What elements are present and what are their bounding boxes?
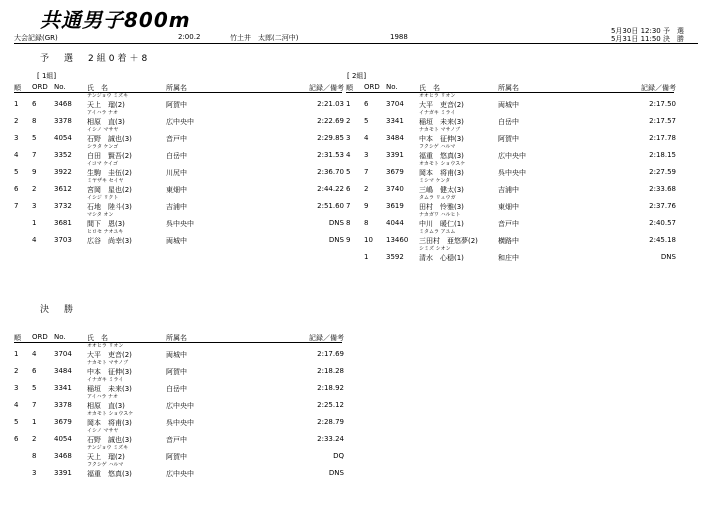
header-school: 所属名 xyxy=(166,84,187,92)
cell-school: 東畑中 xyxy=(498,203,519,211)
cell-rank: 6 xyxy=(14,185,19,193)
athlete-kana: マシタ オン xyxy=(87,212,114,218)
athlete-name: 大平 吏音(2) xyxy=(87,351,132,359)
header-no: No. xyxy=(386,83,398,91)
cell-rank: 7 xyxy=(14,202,19,210)
athlete-kana: ヒロセ ナオユキ xyxy=(87,229,124,235)
cell-school: 阿賀中 xyxy=(498,135,519,143)
cell-no: 13460 xyxy=(386,236,409,244)
cell-rank: 1 xyxy=(346,100,351,108)
cell-school: 阿賀中 xyxy=(166,453,187,461)
cell-result: 2:22.69 xyxy=(317,117,344,125)
athlete-name: 三嶋 健太(3) xyxy=(419,186,464,194)
athlete-kana: ナカモト マサノブ xyxy=(419,127,461,133)
table-row xyxy=(14,410,349,427)
cell-school: 両城中 xyxy=(166,237,187,245)
cell-rank: 3 xyxy=(14,384,19,392)
prelim-title: 予 選 2組0着＋8 xyxy=(40,54,151,64)
schedule-date: 5月30日 xyxy=(610,27,639,35)
schedule-time: 11:50 xyxy=(640,35,661,43)
athlete-name: 石野 誠也(3) xyxy=(87,436,132,444)
cell-rank: 4 xyxy=(346,151,351,159)
cell-ord: 4 xyxy=(364,134,369,142)
schedule-round: 決 勝 xyxy=(663,35,684,43)
athlete-name: 大平 吏音(2) xyxy=(419,101,464,109)
header-name: 氏 名 xyxy=(87,84,108,92)
cell-rank: 6 xyxy=(14,435,19,443)
athlete-kana: テンジョウ ミズキ xyxy=(87,445,129,451)
cell-school: 広中央中 xyxy=(166,470,194,478)
cell-no: 3352 xyxy=(54,151,72,159)
final-title: 決 勝 xyxy=(40,305,77,315)
cell-result: 2:17.50 xyxy=(649,100,676,108)
athlete-kana: イシノ マサヤ xyxy=(87,127,119,133)
cell-result: 2:37.76 xyxy=(649,202,676,210)
table-row xyxy=(14,126,349,143)
table-row xyxy=(14,143,349,160)
record-year: 1988 xyxy=(390,33,408,41)
athlete-name: 三田村 亜悠夢(2) xyxy=(419,237,478,245)
cell-result: 2:17.78 xyxy=(649,134,676,142)
table-row xyxy=(14,376,349,393)
cell-rank: 5 xyxy=(346,168,351,176)
header-result: 記録／備考 xyxy=(309,334,344,342)
cell-rank: 4 xyxy=(14,151,19,159)
cell-no: 3681 xyxy=(54,219,72,227)
table-row xyxy=(14,228,349,245)
table-row xyxy=(14,342,349,359)
header-name: 氏 名 xyxy=(87,334,108,342)
cell-school: 吉浦中 xyxy=(498,186,519,194)
cell-ord: 6 xyxy=(32,100,37,108)
athlete-kana: アイハラ ナオ xyxy=(87,394,118,400)
cell-ord: 3 xyxy=(364,151,369,159)
athlete-name: 中本 征伸(3) xyxy=(87,368,132,376)
cell-ord: 10 xyxy=(364,236,373,244)
cell-school: 広中央中 xyxy=(166,402,194,410)
cell-ord: 2 xyxy=(32,185,37,193)
cell-school: 両城中 xyxy=(498,101,519,109)
athlete-kana: ミタムラ アユム xyxy=(419,229,456,235)
header-ord: ORD xyxy=(364,83,380,91)
header-name: 氏 名 xyxy=(419,84,440,92)
cell-no: 3341 xyxy=(386,117,404,125)
cell-no: 3484 xyxy=(386,134,404,142)
athlete-name: 生駒 圭伍(2) xyxy=(87,169,132,177)
cell-ord: 7 xyxy=(32,401,37,409)
cell-result: 2:51.60 xyxy=(317,202,344,210)
cell-result: 2:18.28 xyxy=(317,367,344,375)
athlete-kana: フクシゲ ハルマ xyxy=(87,462,124,468)
athlete-name: 中川 暖仁(1) xyxy=(419,220,464,228)
table-row xyxy=(14,109,349,126)
heat2-header-row xyxy=(346,75,681,92)
athlete-name: 広谷 尚幸(3) xyxy=(87,237,132,245)
cell-school: 川尻中 xyxy=(166,169,187,177)
cell-school: 音戸中 xyxy=(498,220,519,228)
table-row xyxy=(346,245,681,262)
athlete-name: 宮岡 星也(2) xyxy=(87,186,132,194)
cell-ord: 3 xyxy=(32,202,37,210)
table-row xyxy=(346,228,681,245)
cell-no: 3619 xyxy=(386,202,404,210)
cell-no: 3703 xyxy=(54,236,72,244)
athlete-name: 岡本 将甫(3) xyxy=(87,419,132,427)
record-label: 大会記録(GR) xyxy=(14,34,58,42)
cell-rank: 1 xyxy=(14,100,19,108)
cell-ord: 6 xyxy=(364,100,369,108)
cell-result: 2:40.57 xyxy=(649,219,676,227)
cell-ord: 3 xyxy=(32,469,37,477)
cell-result: 2:27.59 xyxy=(649,168,676,176)
athlete-kana: タムラ リュウガ xyxy=(419,195,456,201)
athlete-name: 稲垣 未来(3) xyxy=(419,118,464,126)
cell-no: 3468 xyxy=(54,452,72,460)
cell-result: DNS xyxy=(328,219,344,227)
athlete-name: 間下 恩(3) xyxy=(87,220,125,228)
header-ord: ORD xyxy=(32,83,48,91)
cell-ord: 1 xyxy=(364,253,369,261)
athlete-kana: オオヒラ リオン xyxy=(87,343,124,349)
cell-school: 白岳中 xyxy=(166,152,187,160)
cell-no: 3592 xyxy=(386,253,404,261)
header-ord: ORD xyxy=(32,333,48,341)
cell-ord: 6 xyxy=(32,367,37,375)
athlete-name: 岡本 将甫(3) xyxy=(419,169,464,177)
heat1-label: [ 1組] xyxy=(37,72,57,80)
cell-no: 3704 xyxy=(54,350,72,358)
athlete-name: 稲垣 未来(3) xyxy=(87,385,132,393)
heat1-header-row xyxy=(14,75,349,92)
cell-rank: 8 xyxy=(346,219,351,227)
cell-school: 広中央中 xyxy=(166,118,194,126)
athlete-kana: シラタ ケンゴ xyxy=(87,144,119,150)
cell-no: 3612 xyxy=(54,185,72,193)
cell-ord: 8 xyxy=(364,219,369,227)
cell-result: 2:18.92 xyxy=(317,384,344,392)
cell-no: 3732 xyxy=(54,202,72,210)
cell-ord: 5 xyxy=(364,117,369,125)
header-rank: 順 xyxy=(14,84,21,92)
header-result: 記録／備考 xyxy=(309,84,344,92)
athlete-kana: シミズ シオン xyxy=(419,246,451,252)
athlete-name: 石野 誠也(3) xyxy=(87,135,132,143)
record-time: 2:00.2 xyxy=(178,33,201,41)
cell-no: 3704 xyxy=(386,100,404,108)
cell-ord: 8 xyxy=(32,452,37,460)
cell-rank: 7 xyxy=(346,202,351,210)
table-row xyxy=(14,211,349,228)
cell-ord: 9 xyxy=(364,202,369,210)
cell-rank: 3 xyxy=(14,134,19,142)
header-result: 記録／備考 xyxy=(641,84,676,92)
cell-ord: 7 xyxy=(32,151,37,159)
header-school: 所属名 xyxy=(498,84,519,92)
athlete-name: 福重 悠真(3) xyxy=(87,470,132,478)
cell-ord: 1 xyxy=(32,219,37,227)
table-row xyxy=(346,126,681,143)
header-rank: 順 xyxy=(346,84,353,92)
cell-rank: 9 xyxy=(346,236,351,244)
cell-no: 3484 xyxy=(54,367,72,375)
cell-school: 白岳中 xyxy=(166,385,187,393)
cell-result: 2:45.18 xyxy=(649,236,676,244)
cell-school: 阿賀中 xyxy=(166,368,187,376)
cell-rank: 3 xyxy=(346,134,351,142)
table-row xyxy=(14,194,349,211)
cell-school: 白岳中 xyxy=(498,118,519,126)
schedule-time: 12:30 xyxy=(640,27,661,35)
athlete-kana: ミヤザキ セイヤ xyxy=(87,178,124,184)
cell-no: 3391 xyxy=(386,151,404,159)
table-row xyxy=(14,160,349,177)
table-row xyxy=(14,427,349,444)
cell-result: 2:25.12 xyxy=(317,401,344,409)
cell-no: 3378 xyxy=(54,117,72,125)
athlete-name: 福重 悠真(3) xyxy=(419,152,464,160)
athlete-name: 天上 瑠(2) xyxy=(87,453,125,461)
cell-ord: 2 xyxy=(32,435,37,443)
cell-rank: 2 xyxy=(14,367,19,375)
cell-ord: 5 xyxy=(32,384,37,392)
cell-result: 2:31.53 xyxy=(317,151,344,159)
cell-ord: 4 xyxy=(32,236,37,244)
cell-school: 吉浦中 xyxy=(166,203,187,211)
cell-result: DQ xyxy=(333,452,344,460)
athlete-name: 中本 征伸(3) xyxy=(419,135,464,143)
cell-ord: 7 xyxy=(364,168,369,176)
athlete-kana: オカモト ショウスケ xyxy=(419,161,466,167)
cell-ord: 8 xyxy=(32,117,37,125)
cell-rank: 5 xyxy=(14,168,19,176)
cell-no: 3679 xyxy=(386,168,404,176)
cell-result: 2:17.69 xyxy=(317,350,344,358)
cell-school: 和庄中 xyxy=(498,254,519,262)
athlete-kana: イコマ ケイゴ xyxy=(87,161,118,167)
cell-school: 東畑中 xyxy=(166,186,187,194)
athlete-kana: イナガキ ミライ xyxy=(419,110,456,116)
page-title: 共通男子800m xyxy=(40,8,191,32)
cell-result: 2:21.03 xyxy=(317,100,344,108)
cell-school: 阿賀中 xyxy=(166,101,187,109)
cell-school: 両城中 xyxy=(166,351,187,359)
athlete-kana: オカモト ショウスケ xyxy=(87,411,134,417)
athlete-kana: オオヒラ リオン xyxy=(419,93,456,99)
table-row xyxy=(346,194,681,211)
cell-no: 4054 xyxy=(54,134,72,142)
athlete-name: 相原 直(3) xyxy=(87,118,125,126)
cell-no: 4054 xyxy=(54,435,72,443)
cell-rank: 5 xyxy=(14,418,19,426)
header-rank: 順 xyxy=(14,334,21,342)
record-holder: 竹土井 太郎(二河中) xyxy=(230,34,299,42)
table-row xyxy=(14,461,349,478)
cell-no: 3378 xyxy=(54,401,72,409)
athlete-name: 白田 賢吾(2) xyxy=(87,152,132,160)
athlete-name: 田村 怜雅(3) xyxy=(419,203,464,211)
cell-school: 呉中央中 xyxy=(498,169,526,177)
table-row xyxy=(14,444,349,461)
cell-rank: 4 xyxy=(14,401,19,409)
cell-no: 3468 xyxy=(54,100,72,108)
athlete-kana: イシジ リクト xyxy=(87,195,119,201)
cell-no: 3391 xyxy=(54,469,72,477)
athlete-kana: テンジョウ ミズキ xyxy=(87,93,129,99)
table-row xyxy=(346,92,681,109)
athlete-name: 相原 直(3) xyxy=(87,402,125,410)
cell-no: 3341 xyxy=(54,384,72,392)
athlete-name: 石地 陸斗(3) xyxy=(87,203,132,211)
athlete-kana: ナカガワ ハルヒト xyxy=(419,212,461,218)
table-row xyxy=(346,160,681,177)
cell-ord: 4 xyxy=(32,350,37,358)
table-row xyxy=(346,143,681,160)
cell-rank: 2 xyxy=(346,117,351,125)
cell-result: 2:29.85 xyxy=(317,134,344,142)
table-row xyxy=(346,177,681,194)
cell-rank: 6 xyxy=(346,185,351,193)
header-rule xyxy=(14,43,698,44)
cell-result: DNS xyxy=(328,236,344,244)
athlete-kana: ナカモト マサノブ xyxy=(87,360,129,366)
athlete-kana: イシノ マサヤ xyxy=(87,428,119,434)
cell-no: 3740 xyxy=(386,185,404,193)
header-school: 所属名 xyxy=(166,334,187,342)
athlete-kana: アイハラ ナオ xyxy=(87,110,118,116)
cell-school: 横路中 xyxy=(498,237,519,245)
cell-no: 4044 xyxy=(386,219,404,227)
cell-no: 3679 xyxy=(54,418,72,426)
cell-school: 音戸中 xyxy=(166,135,187,143)
cell-rank: 1 xyxy=(14,350,19,358)
cell-result: 2:33.68 xyxy=(649,185,676,193)
cell-ord: 2 xyxy=(364,185,369,193)
cell-result: 2:36.70 xyxy=(317,168,344,176)
cell-result: 2:28.79 xyxy=(317,418,344,426)
cell-result: 2:44.22 xyxy=(317,185,344,193)
final-header-row xyxy=(14,325,349,342)
athlete-name: 清水 心穏(1) xyxy=(419,254,464,262)
schedule-round: 予 選 xyxy=(663,27,684,35)
table-row xyxy=(14,359,349,376)
table-row xyxy=(346,211,681,228)
athlete-name: 天上 瑠(2) xyxy=(87,101,125,109)
cell-school: 広中央中 xyxy=(498,152,526,160)
athlete-kana: イナガキ ミライ xyxy=(87,377,124,383)
cell-ord: 1 xyxy=(32,418,37,426)
cell-result: 2:17.57 xyxy=(649,117,676,125)
cell-result: DNS xyxy=(660,253,676,261)
athlete-kana: ミシマ ケンタ xyxy=(419,178,451,184)
cell-school: 呉中央中 xyxy=(166,220,194,228)
cell-no: 3922 xyxy=(54,168,72,176)
cell-ord: 9 xyxy=(32,168,37,176)
table-row xyxy=(14,393,349,410)
cell-school: 呉中央中 xyxy=(166,419,194,427)
header-no: No. xyxy=(54,333,66,341)
cell-ord: 5 xyxy=(32,134,37,142)
table-row xyxy=(14,92,349,109)
cell-result: 2:33.24 xyxy=(317,435,344,443)
table-row xyxy=(346,109,681,126)
cell-result: DNS xyxy=(328,469,344,477)
cell-result: 2:18.15 xyxy=(649,151,676,159)
cell-school: 音戸中 xyxy=(166,436,187,444)
table-row xyxy=(14,177,349,194)
athlete-kana: フクシゲ ハルマ xyxy=(419,144,456,150)
cell-rank: 2 xyxy=(14,117,19,125)
heat2-label: [ 2組] xyxy=(347,72,367,80)
schedule-date: 5月31日 xyxy=(610,35,639,43)
header-no: No. xyxy=(54,83,66,91)
